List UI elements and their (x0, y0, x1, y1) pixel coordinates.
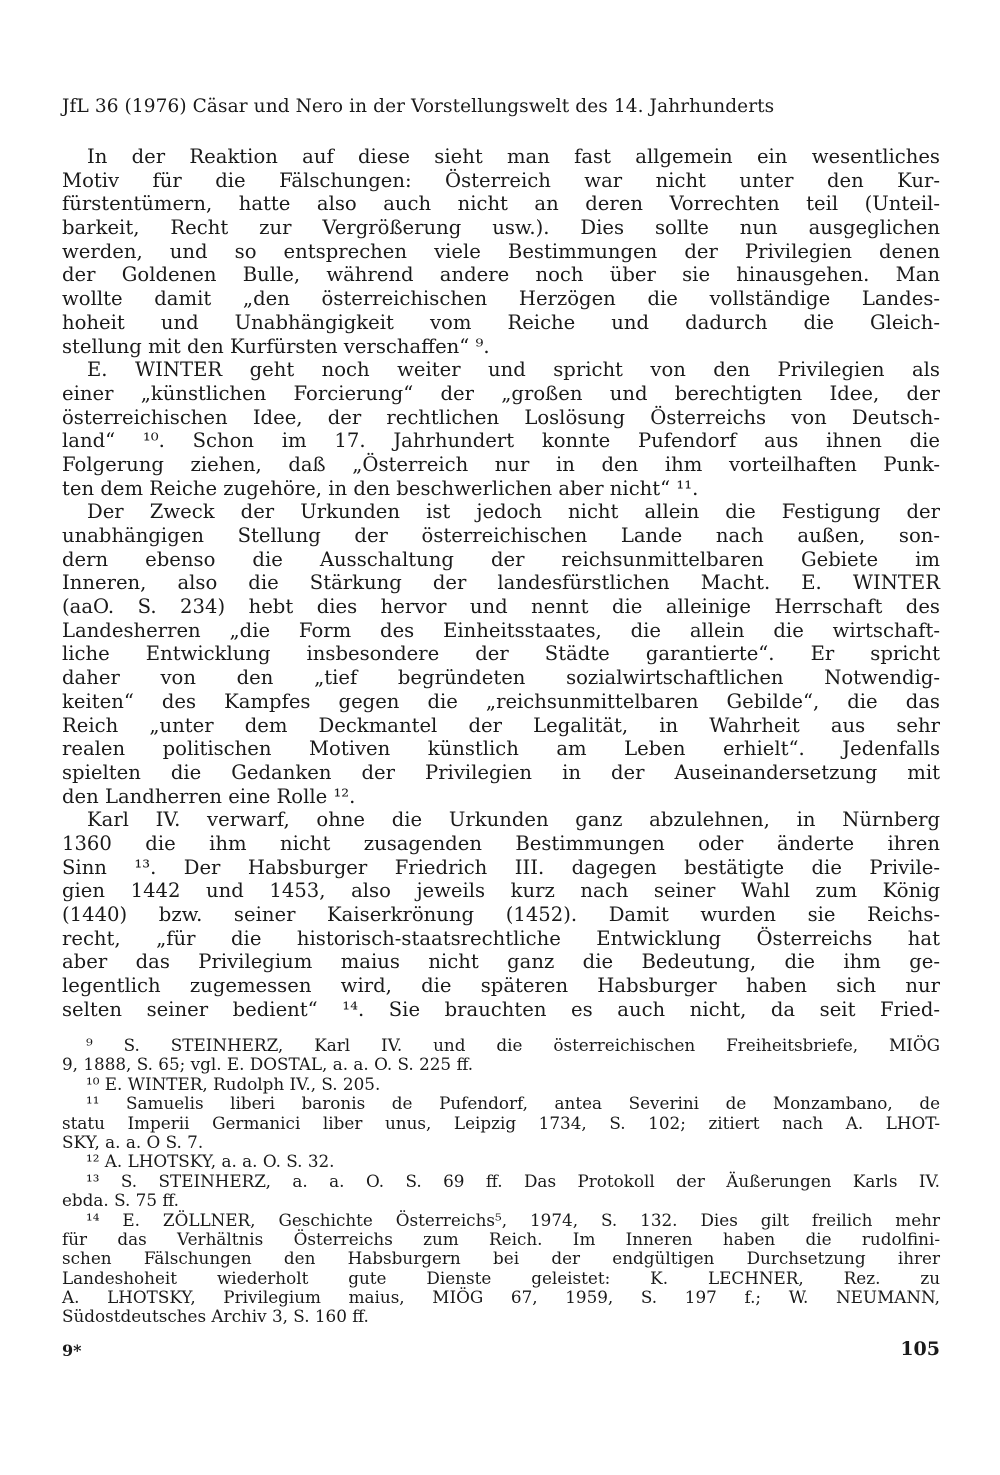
signature-mark: 9* (62, 1341, 82, 1360)
text-line: keiten“ des Kampfes gegen die „reichsunmittelbaren Gebilde“, die das (62, 689, 940, 713)
text-line: Sinn ¹³. Der Habsburger Friedrich III. dagegen bestätigte die Privile- (62, 855, 940, 879)
text-line: hoheit und Unabhängigkeit vom Reiche und dadurch die Gleich- (62, 310, 940, 334)
footnote-line: für das Verhältnis Österreichs zum Reich. Im Inneren haben die rudolfini- (62, 1228, 940, 1249)
footnote-line: statu Imperii Germanici liber unus, Leipzig 1734, S. 102; zitiert nach A. LHOT- (62, 1112, 940, 1133)
text-line: E. WINTER geht noch weiter und spricht von den Privilegien als (87, 358, 940, 382)
text-line: dern ebenso die Ausschaltung der reichsunmittelbaren Gebiete im (62, 547, 940, 571)
running-head: JfL 36 (1976) Cäsar und Nero in der Vorstellungswelt des 14. Jahrhunderts (62, 96, 775, 117)
page-number: 105 (900, 1338, 940, 1360)
text-line: realen politischen Motiven künstlich am Leben erhielt“. Jedenfalls (62, 737, 940, 761)
main-text (62, 145, 940, 1021)
text-line: liche Entwicklung insbesondere der Städte garantierte“. Er spricht (62, 642, 940, 666)
text-line: land“ ¹⁰. Schon im 17. Jahrhundert konnte Pufendorf aus ihnen die (62, 429, 940, 453)
text-line: legentlich zugemessen wird, die späteren Habsburger haben sich nur (62, 974, 940, 998)
text-line: recht, „für die historisch-staatsrechtliche Entwicklung Österreichs hat (62, 926, 940, 950)
text-line: Landesherren „die Form des Einheitsstaates, die allein die wirtschaft- (62, 618, 940, 642)
text-line: Der Zweck der Urkunden ist jedoch nicht allein die Festigung der (87, 500, 940, 524)
text-line: spielten die Gedanken der Privilegien in der Auseinandersetzung mit (62, 760, 940, 784)
text-line: Inneren, also die Stärkung der landesfürstlichen Macht. E. WINTER (62, 571, 940, 595)
text-line: gien 1442 und 1453, also jeweils kurz nach seiner Wahl zum König (62, 879, 940, 903)
footnote-line: schen Fälschungen den Habsburgern bei der endgültigen Durchsetzung ihrer (62, 1248, 940, 1269)
footnote-line: ¹² A. LHOTSKY, a. a. O. S. 32. (86, 1151, 335, 1172)
footnote-line: ebda. S. 75 ff. (62, 1190, 180, 1211)
footnote-line: Landeshoheit wiederholt gute Dienste geleistet: K. LECHNER, Rez. zu (62, 1267, 940, 1288)
text-line: der Goldenen Bulle, während andere noch über sie hinausgehen. Man (62, 263, 940, 287)
text-line: österreichischen Idee, der rechtlichen Loslösung Österreichs von Deutsch- (62, 405, 940, 429)
footnote-line: ¹¹ Samuelis liberi baronis de Pufendorf, antea Severini de Monzambano, de (86, 1093, 940, 1114)
text-line: ten dem Reiche zugehöre, in den beschwerlichen aber nicht“ ¹¹. (62, 476, 699, 500)
text-line: stellung mit den Kurfürsten verschaffen“ ⁹. (62, 334, 490, 358)
text-line: unabhängigen Stellung der österreichischen Lande nach außen, son- (62, 524, 940, 547)
text-line: 1360 die ihm nicht zusagenden Bestimmungen oder änderte ihren (62, 831, 940, 855)
footnote-line: ¹⁰ E. WINTER, Rudolph IV., S. 205. (86, 1073, 381, 1094)
footnote-line: A. LHOTSKY, Privilegium maius, MIÖG 67, 1959, S. 197 f.; W. NEUMANN, (62, 1287, 940, 1308)
footnote-line: 9, 1888, S. 65; vgl. E. DOSTAL, a. a. O. S. 225 ff. (62, 1054, 474, 1075)
text-line: Karl IV. verwarf, ohne die Urkunden ganz abzulehnen, in Nürnberg (87, 808, 940, 832)
text-line: Reich „unter dem Deckmantel der Legalität, in Wahrheit aus sehr (62, 713, 940, 737)
text-line: werden, und so entsprechen viele Bestimmungen der Privilegien denen (62, 239, 940, 263)
footnote-line: ¹⁴ E. ZÖLLNER, Geschichte Österreichs⁵, 1974, S. 132. Dies gilt freilich mehr (86, 1209, 940, 1230)
footnote-line: Südostdeutsches Archiv 3, S. 160 ff. (62, 1306, 369, 1327)
text-line: fürstentümern, hatte also auch nicht an deren Vorrechten teil (Unteil- (62, 192, 940, 216)
text-line: aber das Privilegium maius nicht ganz die Bedeutung, die ihm ge- (62, 950, 940, 974)
text-line: wollte damit „den österreichischen Herzögen die vollständige Landes- (62, 287, 940, 311)
text-line: (aaO. S. 234) hebt dies hervor und nennt die alleinige Herrschaft des (62, 595, 940, 619)
footnotes (62, 1036, 940, 1327)
footnote-line: ⁹ S. STEINHERZ, Karl IV. und die österreichischen Freiheitsbriefe, MIÖG (86, 1035, 940, 1055)
footnote-line: SKY, a. a. O S. 7. (62, 1131, 204, 1152)
text-line: barkeit, Recht zur Vergrößerung usw.). Dies sollte nun ausgeglichen (62, 216, 940, 240)
text-line: selten seiner bedient“ ¹⁴. Sie brauchten es auch nicht, da seit Fried- (62, 997, 940, 1021)
text-line: In der Reaktion auf diese sieht man fast allgemein ein wesentliches (87, 145, 940, 168)
text-line: einer „künstlichen Forcierung“ der „großen und berechtigten Idee, der (62, 381, 940, 405)
text-line: (1440) bzw. seiner Kaiserkrönung (1452). Damit wurden sie Reichs- (62, 903, 940, 926)
text-line: daher von den „tief begründeten sozialwirtschaftlichen Notwendig- (62, 666, 940, 690)
text-line: den Landherren eine Rolle ¹². (62, 784, 356, 808)
text-line: Folgerung ziehen, daß „Österreich nur in den ihm vorteilhaften Punk- (62, 452, 940, 476)
text-line: Motiv für die Fälschungen: Österreich war nicht unter den Kur- (62, 168, 940, 192)
footnote-line: ¹³ S. STEINHERZ, a. a. O. S. 69 ff. Das Protokoll der Äußerungen Karls IV. (86, 1170, 940, 1191)
